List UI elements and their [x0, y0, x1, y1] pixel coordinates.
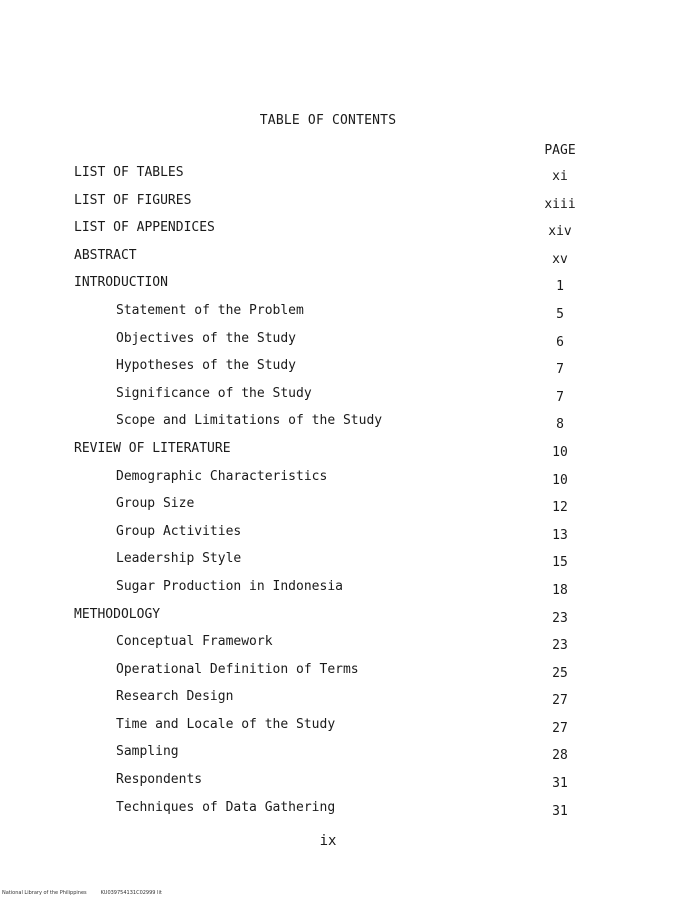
- toc-entry: [0, 301, 678, 329]
- toc-entry: [0, 605, 678, 633]
- page-title: TABLE OF CONTENTS: [259, 113, 397, 128]
- toc-entry: [0, 218, 678, 246]
- toc-entry: [0, 687, 678, 715]
- toc-entry-page: 27: [552, 720, 568, 736]
- toc-entry-label: Conceptual Framework: [116, 634, 273, 650]
- toc-entry-page: 7: [556, 362, 564, 378]
- toc-entry-page: 6: [556, 334, 564, 350]
- footer-library-name: National Library of the Philippines: [2, 890, 87, 896]
- toc-entry-page: 18: [552, 582, 568, 598]
- toc-entry-label: Hypotheses of the Study: [116, 358, 297, 374]
- toc-entry: [0, 549, 678, 577]
- toc-entry-label: Group Activities: [116, 523, 242, 539]
- toc-entry-label: METHODOLOGY: [74, 606, 161, 622]
- toc-entry-page: xv: [552, 251, 568, 267]
- scan-footer-stamp: [2, 890, 162, 896]
- toc-entry: [0, 632, 678, 660]
- toc-entry: [0, 522, 678, 550]
- toc-entry-page: xiv: [548, 224, 572, 240]
- toc-entry-page: 12: [552, 500, 568, 516]
- toc-entry: [0, 660, 678, 688]
- toc-entry-page: xi: [552, 169, 568, 184]
- toc-entry: [0, 273, 678, 301]
- toc-entry-label: Time and Locale of the Study: [116, 716, 336, 732]
- toc-entry-label: Statement of the Problem: [116, 302, 304, 318]
- toc-entry-label: Operational Definition of Terms: [116, 661, 359, 677]
- toc-entry-label: Sugar Production in Indonesia: [116, 578, 343, 594]
- toc-entry-label: Objectives of the Study: [116, 330, 297, 346]
- toc-entry: [0, 329, 678, 357]
- toc-entry-page: 5: [556, 306, 564, 322]
- toc-entry-page: 1: [556, 279, 564, 295]
- toc-entry-label: ABSTRACT: [74, 247, 137, 263]
- toc-entry-label: REVIEW OF LITERATURE: [74, 440, 231, 456]
- toc-entry-label: Demographic Characteristics: [116, 468, 328, 484]
- toc-entry: [0, 494, 678, 522]
- toc-entry-label: Research Design: [116, 689, 234, 705]
- footer-stamp-code: KU039754131C02999 lit: [100, 890, 162, 896]
- toc-entry-page: 10: [552, 444, 568, 460]
- toc-entry: [0, 384, 678, 412]
- toc-entry-label: Sampling: [116, 744, 179, 760]
- toc-entry-page: 27: [552, 693, 568, 709]
- toc-entry-label: Respondents: [116, 772, 203, 788]
- toc-entry: [0, 770, 678, 798]
- toc-entry-label: Techniques of Data Gathering: [116, 799, 336, 815]
- page-column-header: PAGE: [544, 143, 576, 158]
- toc-entry-label: Significance of the Study: [116, 385, 312, 401]
- toc-entry-label: Group Size: [116, 496, 195, 512]
- toc-entry: [0, 246, 678, 274]
- toc-entry-page: 31: [552, 776, 568, 792]
- toc-entry: [0, 356, 678, 384]
- toc-entry-label: LIST OF TABLES: [74, 165, 184, 180]
- toc-entry-page: 8: [556, 417, 564, 433]
- toc-entry-label: INTRODUCTION: [74, 275, 168, 291]
- page-number: ix: [319, 833, 337, 849]
- toc-entry-page: 7: [556, 389, 564, 405]
- toc-entry-page: 23: [552, 638, 568, 654]
- toc-entry: [0, 163, 678, 191]
- toc-entry-page: 15: [552, 555, 568, 571]
- toc-entry: [0, 191, 678, 219]
- toc-entry: [0, 742, 678, 770]
- toc-entry: [0, 467, 678, 495]
- toc-entry-page: 10: [552, 472, 568, 488]
- toc-entry-page: 13: [552, 527, 568, 543]
- toc-entry-page: 25: [552, 665, 568, 681]
- toc-entry-label: LIST OF APPENDICES: [74, 220, 215, 236]
- toc-entry-page: 28: [552, 748, 568, 764]
- toc-entry-page: 23: [552, 610, 568, 626]
- toc-entry: [0, 715, 678, 743]
- toc-entry-label: Scope and Limitations of the Study: [116, 413, 383, 429]
- toc-entry: [0, 439, 678, 467]
- table-of-contents-list: [0, 163, 678, 825]
- toc-entry-page: xiii: [544, 196, 576, 212]
- toc-entry: [0, 577, 678, 605]
- toc-entry-label: LIST OF FIGURES: [74, 192, 192, 208]
- toc-entry-page: 31: [552, 803, 568, 819]
- toc-entry: [0, 798, 678, 826]
- toc-entry: [0, 411, 678, 439]
- toc-entry-label: Leadership Style: [116, 551, 242, 567]
